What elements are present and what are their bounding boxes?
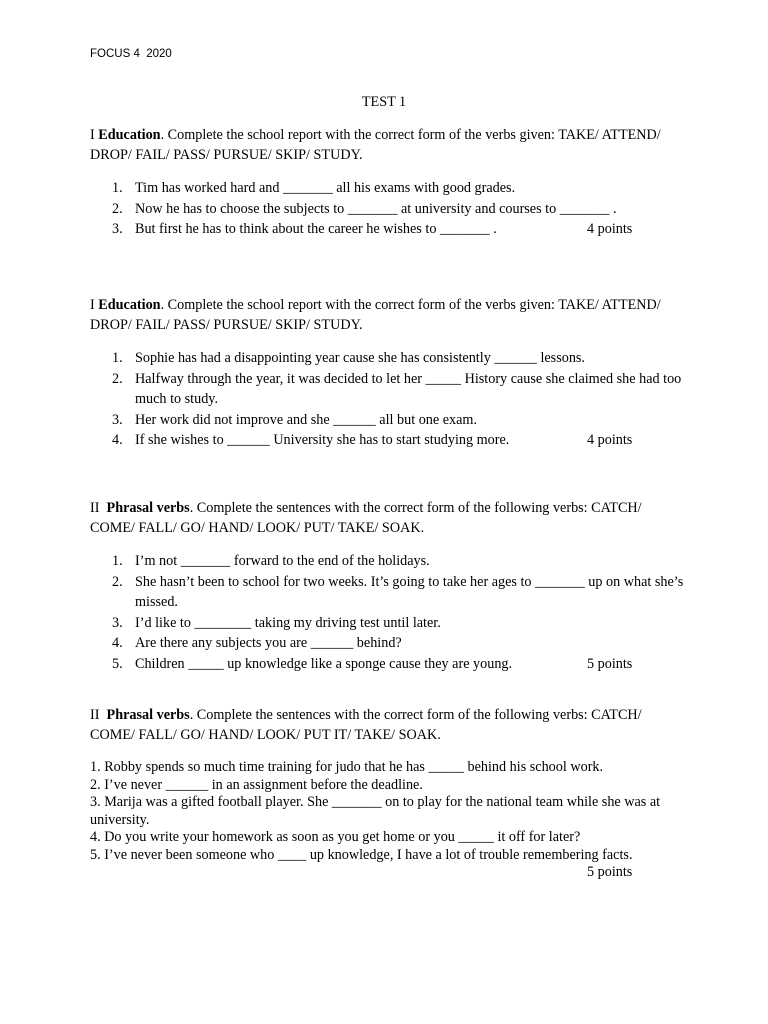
question-list (90, 178, 690, 240)
question-number: 2. (112, 573, 123, 590)
instruction-text: . Complete the school report with the correct form of the verbs given: TAKE/ ATTEND/ DROP/ FAIL/ PASS/ PURSUE/ SKIP/ STUDY. (90, 297, 661, 333)
question-item (90, 410, 690, 431)
question-text: Tim has worked hard and _______ all his exams with good grades. (135, 180, 516, 196)
points-label: 4 points (587, 221, 633, 237)
question-number: 1. (112, 553, 123, 569)
question-item (90, 348, 690, 369)
question-item (90, 199, 690, 220)
question-text: Her work did not improve and she ______ all but one exam. (135, 411, 478, 428)
question-text: Are there any subjects you are ______ behind? (135, 635, 402, 651)
section-education-1 (90, 126, 690, 240)
instruction-text: . Complete the sentences with the correct form of the following verbs: CATCH/ COME/ FALL/ GO/ HAND/ LOOK/ PUT IT/ TAKE/ SOAK. (90, 707, 642, 743)
section-education-2 (90, 296, 690, 451)
question-list (90, 348, 690, 451)
section-roman: II (90, 707, 100, 723)
section-topic: Phrasal verbs (106, 707, 190, 723)
sentence-line: 3. Marija was a gifted football player. She _______ on to play for the national team while she was at university. (90, 794, 661, 828)
question-item (90, 219, 690, 240)
question-number: 4. (112, 432, 123, 448)
question-text: Children _____ up knowledge like a sponge cause they are young. (135, 655, 513, 672)
question-item (90, 430, 690, 451)
sentence-line: 5. I’ve never been someone who ____ up knowledge, I have a lot of trouble remembering facts. (90, 846, 633, 863)
question-item (90, 178, 690, 199)
section-topic: Education (98, 297, 161, 313)
course-header: FOCUS 4 2020 (90, 48, 172, 60)
sentence-line: 2. I’ve never ______ in an assignment before the deadline. (90, 776, 423, 793)
section-roman: I (90, 297, 95, 313)
sentence-line: 4. Do you write your homework as soon as you get home or you _____ it off for later? (90, 829, 581, 845)
sentence-list (90, 759, 690, 882)
instruction-text: . Complete the sentences with the correct form of the following verbs: CATCH/ COME/ FALL/ GO/ HAND/ LOOK/ PUT/ TAKE/ SOAK. (90, 500, 642, 536)
question-text: But first he has to think about the career he wishes to _______ . (135, 221, 497, 237)
question-number: 1. (112, 180, 123, 196)
question-item (90, 613, 690, 634)
section-instruction (90, 499, 690, 538)
points-label: 5 points (587, 864, 633, 880)
test-title: TEST 1 (361, 94, 407, 110)
question-number: 4. (112, 635, 123, 651)
question-text: She hasn’t been to school for two weeks. It’s going to take her ages to _______ up on what she’s missed. (135, 573, 684, 610)
question-list (90, 551, 690, 674)
question-text: I’d like to ________ taking my driving test until later. (135, 614, 441, 631)
section-instruction (90, 296, 690, 335)
section-topic: Phrasal verbs (106, 500, 190, 516)
question-number: 5. (112, 655, 123, 672)
question-number: 3. (112, 614, 123, 631)
instruction-text: . Complete the school report with the correct form of the verbs given: TAKE/ ATTEND/ DROP/ FAIL/ PASS/ PURSUE/ SKIP/ STUDY. (90, 127, 661, 163)
question-text: Halfway through the year, it was decided to let her _____ History cause she claimed she had too much to study. (135, 370, 682, 407)
question-item (90, 551, 690, 572)
section-instruction (90, 706, 690, 745)
points-label: 4 points (587, 432, 633, 448)
question-item (90, 654, 690, 675)
section-phrasal-verbs-1 (90, 499, 690, 674)
question-text: If she wishes to ______ University she has to start studying more. (135, 432, 510, 448)
section-roman: I (90, 127, 95, 143)
sentence-line: 1. Robby spends so much time training for judo that he has _____ behind his school work. (90, 759, 604, 775)
question-number: 2. (112, 200, 123, 217)
section-roman: II (90, 500, 100, 516)
question-item (90, 633, 690, 654)
question-number: 2. (112, 370, 123, 387)
question-item (90, 369, 690, 410)
question-number: 3. (112, 221, 123, 237)
section-instruction (90, 126, 690, 165)
section-topic: Education (98, 127, 161, 143)
points-label: 5 points (587, 655, 633, 672)
question-item (90, 572, 690, 613)
question-number: 3. (112, 411, 123, 428)
question-text: I’m not _______ forward to the end of the holidays. (135, 553, 430, 569)
question-text: Now he has to choose the subjects to _______ at university and courses to _______ . (135, 200, 617, 217)
question-number: 1. (112, 350, 123, 366)
question-text: Sophie has had a disappointing year cause she has consistently ______ lessons. (135, 350, 585, 366)
section-phrasal-verbs-2 (90, 706, 690, 882)
